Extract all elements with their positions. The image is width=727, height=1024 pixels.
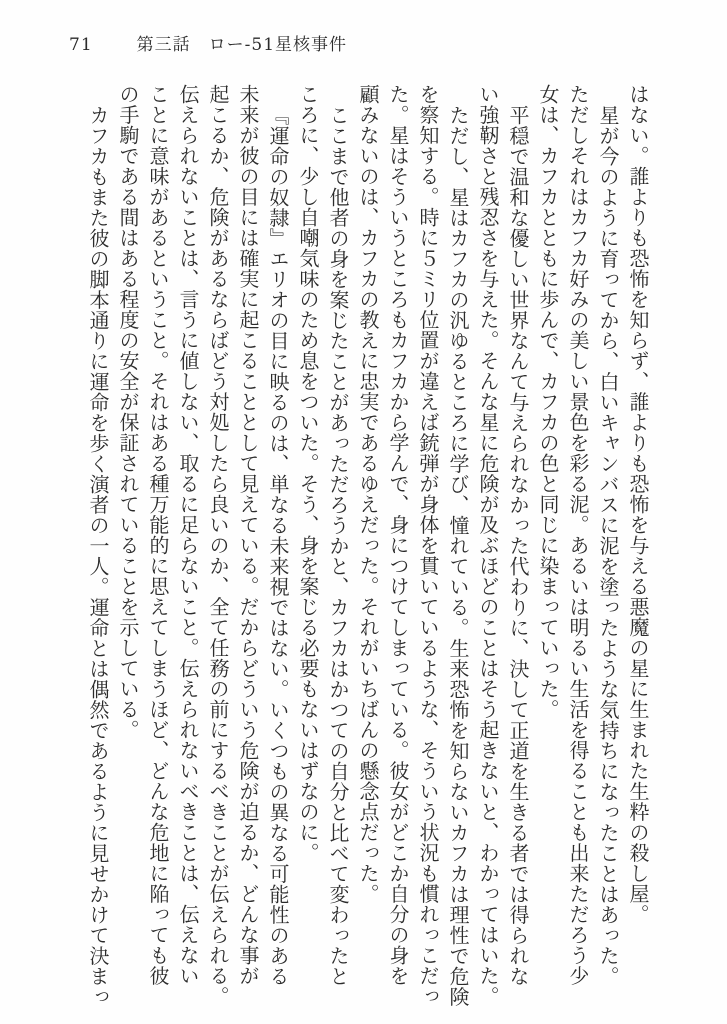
text-column: 未来が彼の目には確実に起こることとして見えている。だからどういう危険が迫るか、どんな事が (236, 84, 260, 986)
text-column: を察知する。時に５ミリ位置が違えば銃弾が身体を貫いているような、そういう状況も慣れっこだっ (416, 84, 440, 1007)
text-column: ころに、少し自嘲気味のため息をついた。そう、身を案じる必要もないはずなのに。 (296, 84, 320, 863)
text-column: 起こるか、危険があるならばどう対処したら良いのか、全て任務の前にするべきことが伝えられる。 (206, 84, 230, 1007)
text-column: ことに意味があるということ。それはある種万能的に思えてしまうほど、どんな危地に陥っても彼 (146, 84, 170, 986)
text-column: ここまで他者の身を案じたことがあっただろうかと、カフカはかつての自分と比べて変わったと (326, 105, 350, 987)
page-number: 71 (69, 35, 93, 55)
text-column: た。星はそういうところもカフカから学んで、身につけてしまっている。彼女がどこか自分の身を (386, 84, 410, 986)
text-column: カフカもまた彼の脚本通りに運命を歩く演者の一人。運命とは偶然であるように見せかけて決まっ (86, 105, 110, 1007)
text-column: 伝えられないことは、言うに値しない、取るに足らないこと。伝えられないべきことは、伝えない (176, 84, 200, 986)
text-column: の手駒である間はある程度の安全が保証されていることを示している。 (116, 84, 140, 740)
text-column: 『運命の奴隷』エリオの目に映るのは、単なる未来視ではない。いくつもの異なる可能性のある (266, 105, 290, 987)
text-column: ただしそれはカフカ好みの美しい景色を彩る泥。あるいは明るい生活を得ることも出来ただろう少 (566, 84, 590, 986)
text-column: 星が今のように育ってから、白いキャンバスに泥を塗ったような気持ちになったことはあった。 (596, 105, 620, 987)
text-column: はない。誰よりも恐怖を知らず、誰よりも恐怖を与える悪魔の星に生まれた生粋の殺し屋。 (626, 84, 650, 925)
chapter-title: 第三話 ロー-51星核事件 (136, 35, 348, 55)
running-header (69, 30, 347, 55)
text-column: 女は、カフカとともに歩んで、カフカの色と同じに染まっていった。 (536, 84, 560, 720)
vertical-text-block (83, 84, 653, 1016)
text-column: 顧みないのは、カフカの教えに忠実であるゆえだった。それがいちばんの懸念点だった。 (356, 84, 380, 904)
text-column: 平穏で温和な優しい世界なんて与えられなかった代わりに、決して正道を生きる者では得られな (506, 105, 530, 987)
text-column: ただし、星はカフカの汎ゆるところに学び、憧れている。生来恐怖を知らないカフカは理性で危険 (446, 105, 470, 1007)
text-column: い強靭さと残忍さを与えた。そんな星に危険が及ぶほどのことはそう起きないと、わかってはいた。 (476, 84, 500, 1007)
